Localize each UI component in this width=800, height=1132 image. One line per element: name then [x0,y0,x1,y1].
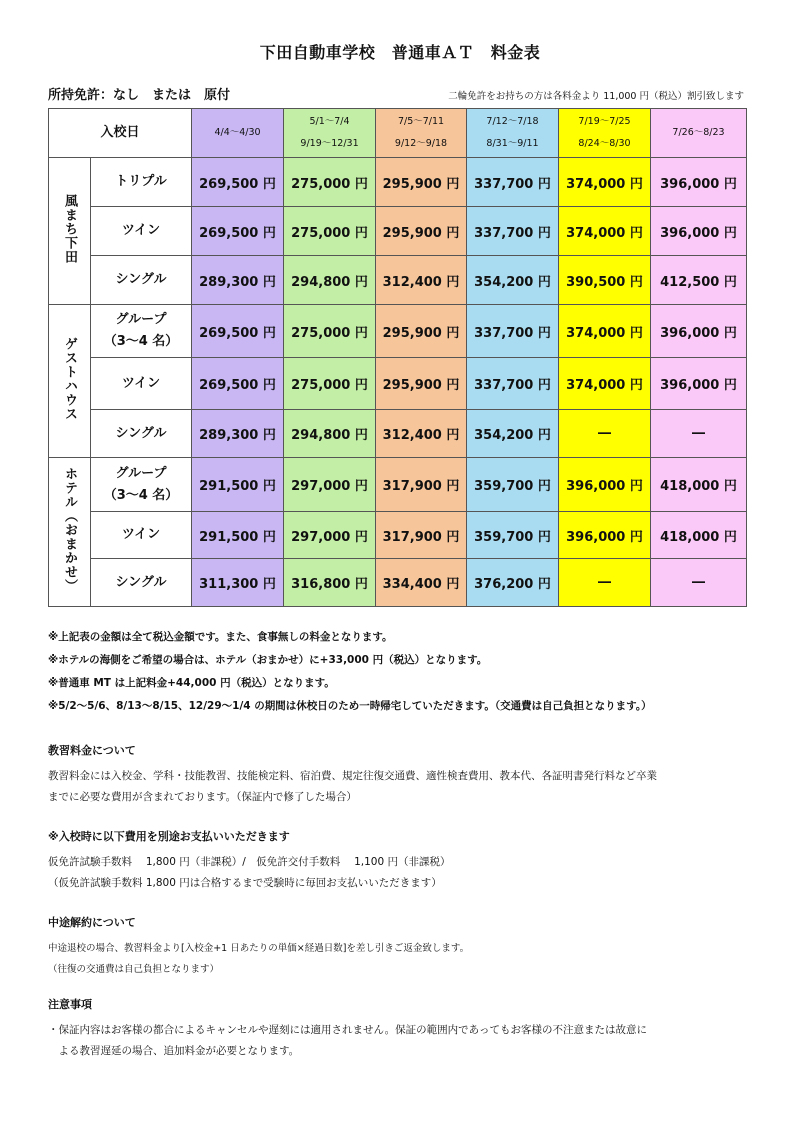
room-type: トリプル [91,158,192,207]
period-header: 7/5〜7/11 9/12〜9/18 [376,109,467,158]
discount-note: 二輪免許をお持ちの方は各料金より 11,000 円（税込）割引致します [448,91,744,102]
price-cell: 412,500 円 [651,256,747,305]
license-label: 所持免許：なし または 原付 [48,88,231,103]
price-cell: 390,500 円 [559,256,651,305]
table-row [49,158,747,207]
price-cell: ― [651,559,747,607]
price-cell: 275,000 円 [284,158,376,207]
extra-fees-section [48,828,760,894]
price-cell: 396,000 円 [651,305,747,358]
section-heading: 教習料金について [48,744,136,757]
section-line: よる教習遅延の場合、追加料金が必要となります。 [48,1045,300,1057]
price-cell: 317,900 円 [376,458,467,512]
section-line: ・保証内容はお客様の都合によるキャンセルや遅刻には適用されません。保証の範囲内であってもお客様の不注意または故意に [48,1024,648,1036]
accommodation-category: ゲストハウス [49,305,91,458]
price-cell: 291,500 円 [192,512,284,559]
price-cell: 396,000 円 [651,358,747,410]
price-cell: 297,000 円 [284,458,376,512]
fee-table [48,108,747,607]
cancellation-section [48,914,760,980]
price-cell: 289,300 円 [192,256,284,305]
table-row [49,358,747,410]
price-cell: 374,000 円 [559,158,651,207]
price-cell: 337,700 円 [467,158,559,207]
price-cell: 334,400 円 [376,559,467,607]
price-cell: 311,300 円 [192,559,284,607]
price-cell: 289,300 円 [192,410,284,458]
price-cell: 374,000 円 [559,207,651,256]
price-cell: 396,000 円 [559,512,651,559]
price-cell: 317,900 円 [376,512,467,559]
note-line: ※5/2〜5/6、8/13〜8/15、12/29〜1/4 の期間は休校日のため一時帰宅していただきます。（交通費は自己負担となります。） [48,700,652,712]
price-cell: 275,000 円 [284,358,376,410]
section-line: 中途退校の場合、教習料金より[入校金+1 日あたりの単価×経過日数]を差し引きご返金致します。 [48,943,470,954]
tuition-section [48,742,760,808]
room-type: シングル [91,559,192,607]
page-title: 下田自動車学校 普通車ＡＴ 料金表 [259,43,541,62]
price-cell: ― [559,559,651,607]
price-cell: 359,700 円 [467,512,559,559]
caution-section [48,996,760,1062]
price-cell: 294,800 円 [284,256,376,305]
price-cell: 297,000 円 [284,512,376,559]
price-cell: 396,000 円 [651,158,747,207]
table-row [49,458,747,512]
price-cell: 337,700 円 [467,207,559,256]
price-cell: 312,400 円 [376,256,467,305]
price-cell: 359,700 円 [467,458,559,512]
price-cell: 295,900 円 [376,358,467,410]
price-cell: 291,500 円 [192,458,284,512]
room-type: シングル [91,256,192,305]
price-cell: 354,200 円 [467,410,559,458]
price-cell: 269,500 円 [192,207,284,256]
section-heading: 注意事項 [48,998,92,1011]
price-cell: 275,000 円 [284,305,376,358]
table-header-row [49,109,747,158]
table-row [49,512,747,559]
table-row [49,410,747,458]
price-cell: 418,000 円 [651,458,747,512]
room-type: ツイン [91,207,192,256]
accommodation-category: 風まち下田 [49,158,91,305]
section-heading: 中途解約について [48,916,136,929]
price-cell: 418,000 円 [651,512,747,559]
price-cell: 269,500 円 [192,358,284,410]
accommodation-category: ホテル（おまかせ） [49,458,91,607]
price-notes [48,630,758,722]
room-type: ツイン [91,512,192,559]
section-heading: ※入校時に以下費用を別途お支払いいただきます [48,830,290,843]
table-row [49,207,747,256]
price-cell: 374,000 円 [559,358,651,410]
section-line: （往復の交通費は自己負担となります） [48,964,220,975]
price-cell: 316,800 円 [284,559,376,607]
price-cell: 295,900 円 [376,305,467,358]
price-cell: 294,800 円 [284,410,376,458]
price-cell: 337,700 円 [467,358,559,410]
section-line: 仮免許試験手数料 1,800 円（非課税）/ 仮免許交付手数料 1,100 円（非課税） [48,856,451,868]
room-type: グループ （3〜4 名） [91,458,192,512]
period-header: 7/12〜7/18 8/31〜9/11 [467,109,559,158]
price-cell: ― [559,410,651,458]
table-row [49,256,747,305]
note-line: ※上記表の金額は全て税込金額です。また、食事無しの料金となります。 [48,631,393,643]
period-header: 7/19〜7/25 8/24〜8/30 [559,109,651,158]
room-type: シングル [91,410,192,458]
price-cell: 295,900 円 [376,158,467,207]
section-line: （仮免許試験手数料 1,800 円は合格するまで受験時に毎回お支払いいただきます） [48,877,442,889]
price-cell: 376,200 円 [467,559,559,607]
table-row [49,559,747,607]
period-header: 7/26〜8/23 [651,109,747,158]
admit-date-header: 入校日 [49,109,192,158]
room-type: ツイン [91,358,192,410]
price-cell: 275,000 円 [284,207,376,256]
note-line: ※普通車 MT は上記料金+44,000 円（税込）となります。 [48,677,335,689]
price-cell: 354,200 円 [467,256,559,305]
period-header: 5/1〜7/4 9/19〜12/31 [284,109,376,158]
price-cell: ― [651,410,747,458]
period-header: 4/4〜4/30 [192,109,284,158]
price-cell: 312,400 円 [376,410,467,458]
section-line: までに必要な費用が含まれております。（保証内で修了した場合） [48,791,357,803]
price-cell: 269,500 円 [192,305,284,358]
note-line: ※ホテルの海側をご希望の場合は、ホテル（おまかせ）に+33,000 円（税込）となります。 [48,654,488,666]
price-cell: 337,700 円 [467,305,559,358]
room-type: グループ （3〜4 名） [91,305,192,358]
price-cell: 374,000 円 [559,305,651,358]
price-cell: 269,500 円 [192,158,284,207]
price-cell: 295,900 円 [376,207,467,256]
section-line: 教習料金には入校金、学科・技能教習、技能検定料、宿泊費、規定往復交通費、適性検査費用、教本代、各証明書発行料など卒業 [48,770,657,782]
price-cell: 396,000 円 [559,458,651,512]
price-cell: 396,000 円 [651,207,747,256]
table-row [49,305,747,358]
